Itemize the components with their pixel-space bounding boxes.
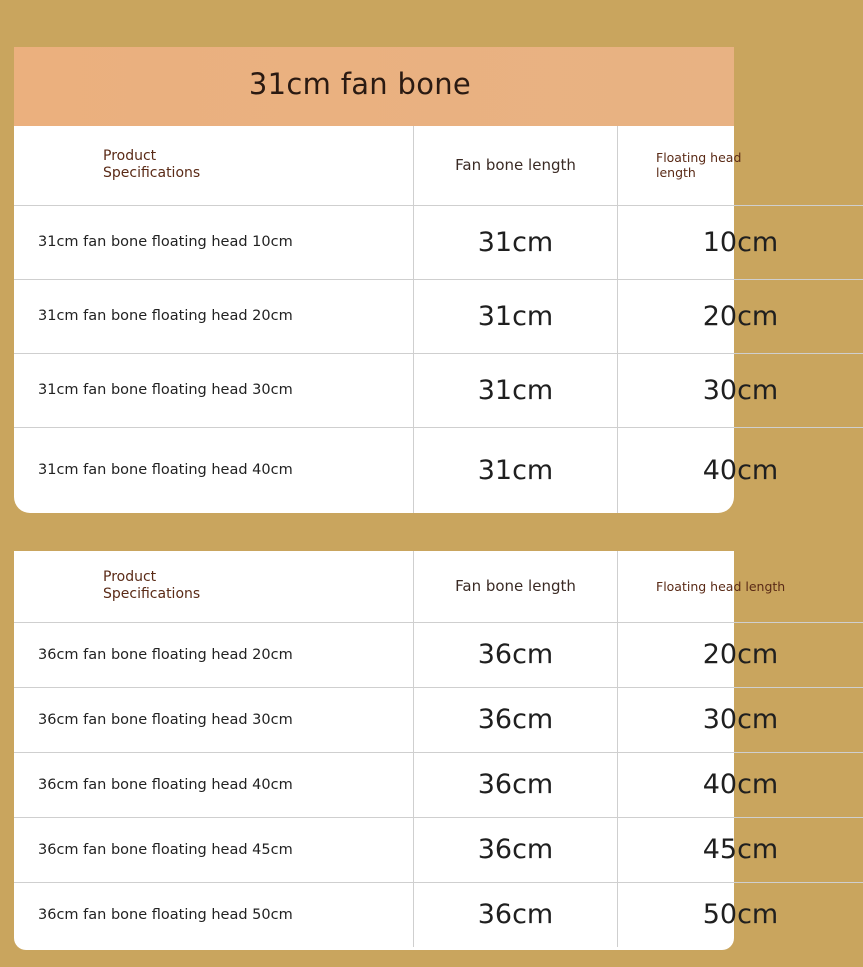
header-floating-head-length: Floating head length bbox=[618, 551, 863, 622]
row-product-name: 36cm fan bone floating head 30cm bbox=[14, 687, 414, 752]
table-header-row bbox=[14, 551, 863, 622]
row-fan-bone-length: 31cm bbox=[414, 205, 618, 279]
header-fan-bone-length: Fan bone length bbox=[414, 126, 618, 205]
table-row bbox=[14, 687, 863, 752]
table-row bbox=[14, 752, 863, 817]
row-fan-bone-length: 36cm bbox=[414, 622, 618, 687]
table-row bbox=[14, 205, 863, 279]
row-product-name: 36cm fan bone floating head 45cm bbox=[14, 817, 414, 882]
row-product-name: 31cm fan bone floating head 30cm bbox=[14, 353, 414, 427]
spec-table bbox=[14, 126, 863, 513]
row-fan-bone-length: 36cm bbox=[414, 882, 618, 947]
table-row bbox=[14, 622, 863, 687]
row-floating-head-length: 45cm bbox=[618, 817, 863, 882]
header-product-specifications: Product Specifications bbox=[14, 551, 414, 622]
table-header-row bbox=[14, 126, 863, 205]
spec-table bbox=[14, 551, 863, 947]
row-floating-head-length: 40cm bbox=[618, 427, 863, 513]
row-fan-bone-length: 36cm bbox=[414, 817, 618, 882]
table-row bbox=[14, 817, 863, 882]
row-product-name: 36cm fan bone floating head 40cm bbox=[14, 752, 414, 817]
row-product-name: 36cm fan bone floating head 20cm bbox=[14, 622, 414, 687]
row-floating-head-length: 50cm bbox=[618, 882, 863, 947]
row-product-name: 31cm fan bone floating head 20cm bbox=[14, 279, 414, 353]
header-fan-bone-length: Fan bone length bbox=[414, 551, 618, 622]
table-title: 31cm fan bone bbox=[248, 66, 472, 101]
table-title-bar bbox=[14, 47, 734, 126]
table-row bbox=[14, 427, 863, 513]
row-product-name: 31cm fan bone floating head 10cm bbox=[14, 205, 414, 279]
spec-table-card-36cm bbox=[14, 551, 786, 950]
table-row bbox=[14, 279, 863, 353]
row-fan-bone-length: 36cm bbox=[414, 752, 618, 817]
row-fan-bone-length: 31cm bbox=[414, 279, 618, 353]
row-fan-bone-length: 31cm bbox=[414, 427, 618, 513]
row-fan-bone-length: 31cm bbox=[414, 353, 618, 427]
row-product-name: 36cm fan bone floating head 50cm bbox=[14, 882, 414, 947]
row-floating-head-length: 30cm bbox=[618, 353, 863, 427]
header-product-specifications: Product Specifications bbox=[14, 126, 414, 205]
row-floating-head-length: 20cm bbox=[618, 279, 863, 353]
row-floating-head-length: 10cm bbox=[618, 205, 863, 279]
spec-table-card-31cm bbox=[14, 47, 779, 513]
row-floating-head-length: 40cm bbox=[618, 752, 863, 817]
table-row bbox=[14, 882, 863, 947]
row-floating-head-length: 20cm bbox=[618, 622, 863, 687]
row-floating-head-length: 30cm bbox=[618, 687, 863, 752]
row-product-name: 31cm fan bone floating head 40cm bbox=[14, 427, 414, 513]
row-fan-bone-length: 36cm bbox=[414, 687, 618, 752]
table-row bbox=[14, 353, 863, 427]
header-floating-head-length: Floating head length bbox=[618, 126, 863, 205]
